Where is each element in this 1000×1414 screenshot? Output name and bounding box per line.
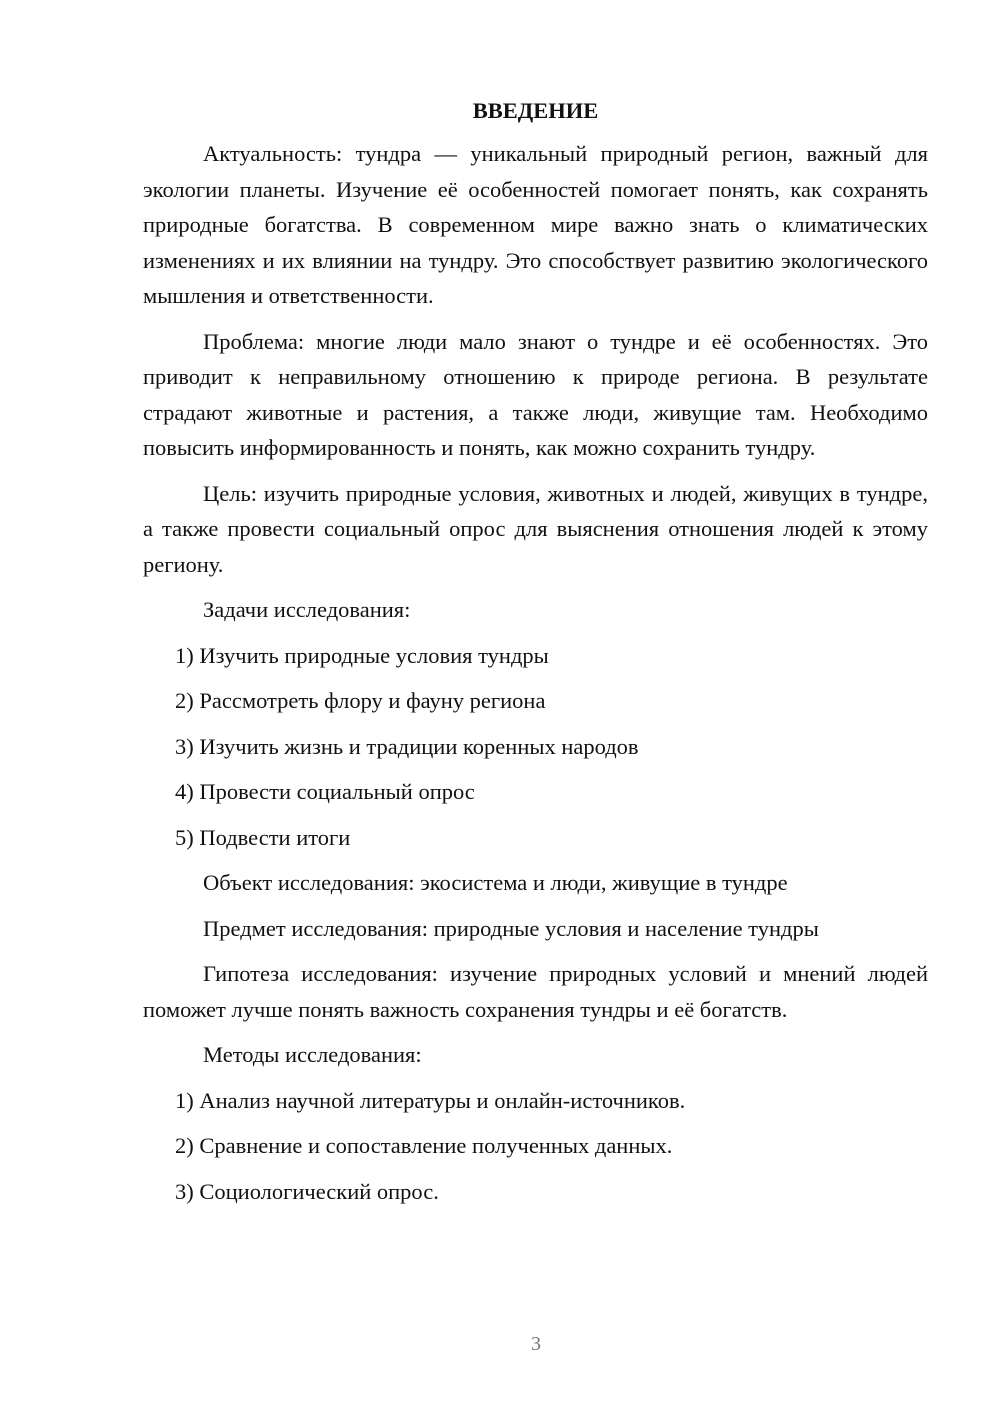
goal-paragraph: Цель: изучить природные условия, животных и людей, живущих в тундре, а также провести социальный опрос для выяснения отношения людей к этому региону. (143, 480, 928, 577)
methods-list (143, 1083, 928, 1210)
task-item: 3) Изучить жизнь и традиции коренных народов (175, 733, 639, 759)
page-content (143, 96, 928, 1219)
method-item: 1) Анализ научной литературы и онлайн-источников. (175, 1087, 686, 1113)
problem-paragraph: Проблема: многие люди мало знают о тундре и её особенностях. Это приводит к неправильному отношению к природе региона. В результате страдают животные и растения, а также люди, живущие там. Необходимо повысить информированность и понять, как можно сохранить тундру. (143, 328, 928, 460)
method-item: 2) Сравнение и сопоставление полученных данных. (175, 1133, 673, 1158)
tasks-list (143, 638, 928, 856)
task-item: 1) Изучить природные условия тундры (175, 642, 549, 668)
methods-heading: Методы исследования: (203, 1042, 422, 1067)
page-number: 3 (531, 1333, 541, 1355)
task-item: 4) Провести социальный опрос (175, 779, 475, 804)
research-object: Объект исследования: экосистема и люди, живущие в тундре (203, 870, 788, 895)
task-item: 2) Рассмотреть флору и фауну региона (175, 688, 546, 713)
relevance-paragraph: Актуальность: тундра — уникальный природный регион, важный для экологии планеты. Изучение её особенностей помогает понять, как сохранять природные богатства. В современном мире важно знать о климатических изменениях и их влиянии на тундру. Это способствует развитию экологического мышления и ответственности. (143, 141, 928, 308)
method-item: 3) Социологический опрос. (175, 1178, 439, 1204)
page-title: ВВЕДЕНИЕ (472, 98, 599, 123)
hypothesis-paragraph: Гипотеза исследования: изучение природных условий и мнений людей поможет лучше понять важность сохранения тундры и её богатств. (143, 961, 928, 1022)
research-subject: Предмет исследования: природные условия и население тундры (203, 915, 819, 941)
task-item: 5) Подвести итоги (175, 824, 351, 850)
tasks-heading: Задачи исследования: (203, 597, 411, 622)
